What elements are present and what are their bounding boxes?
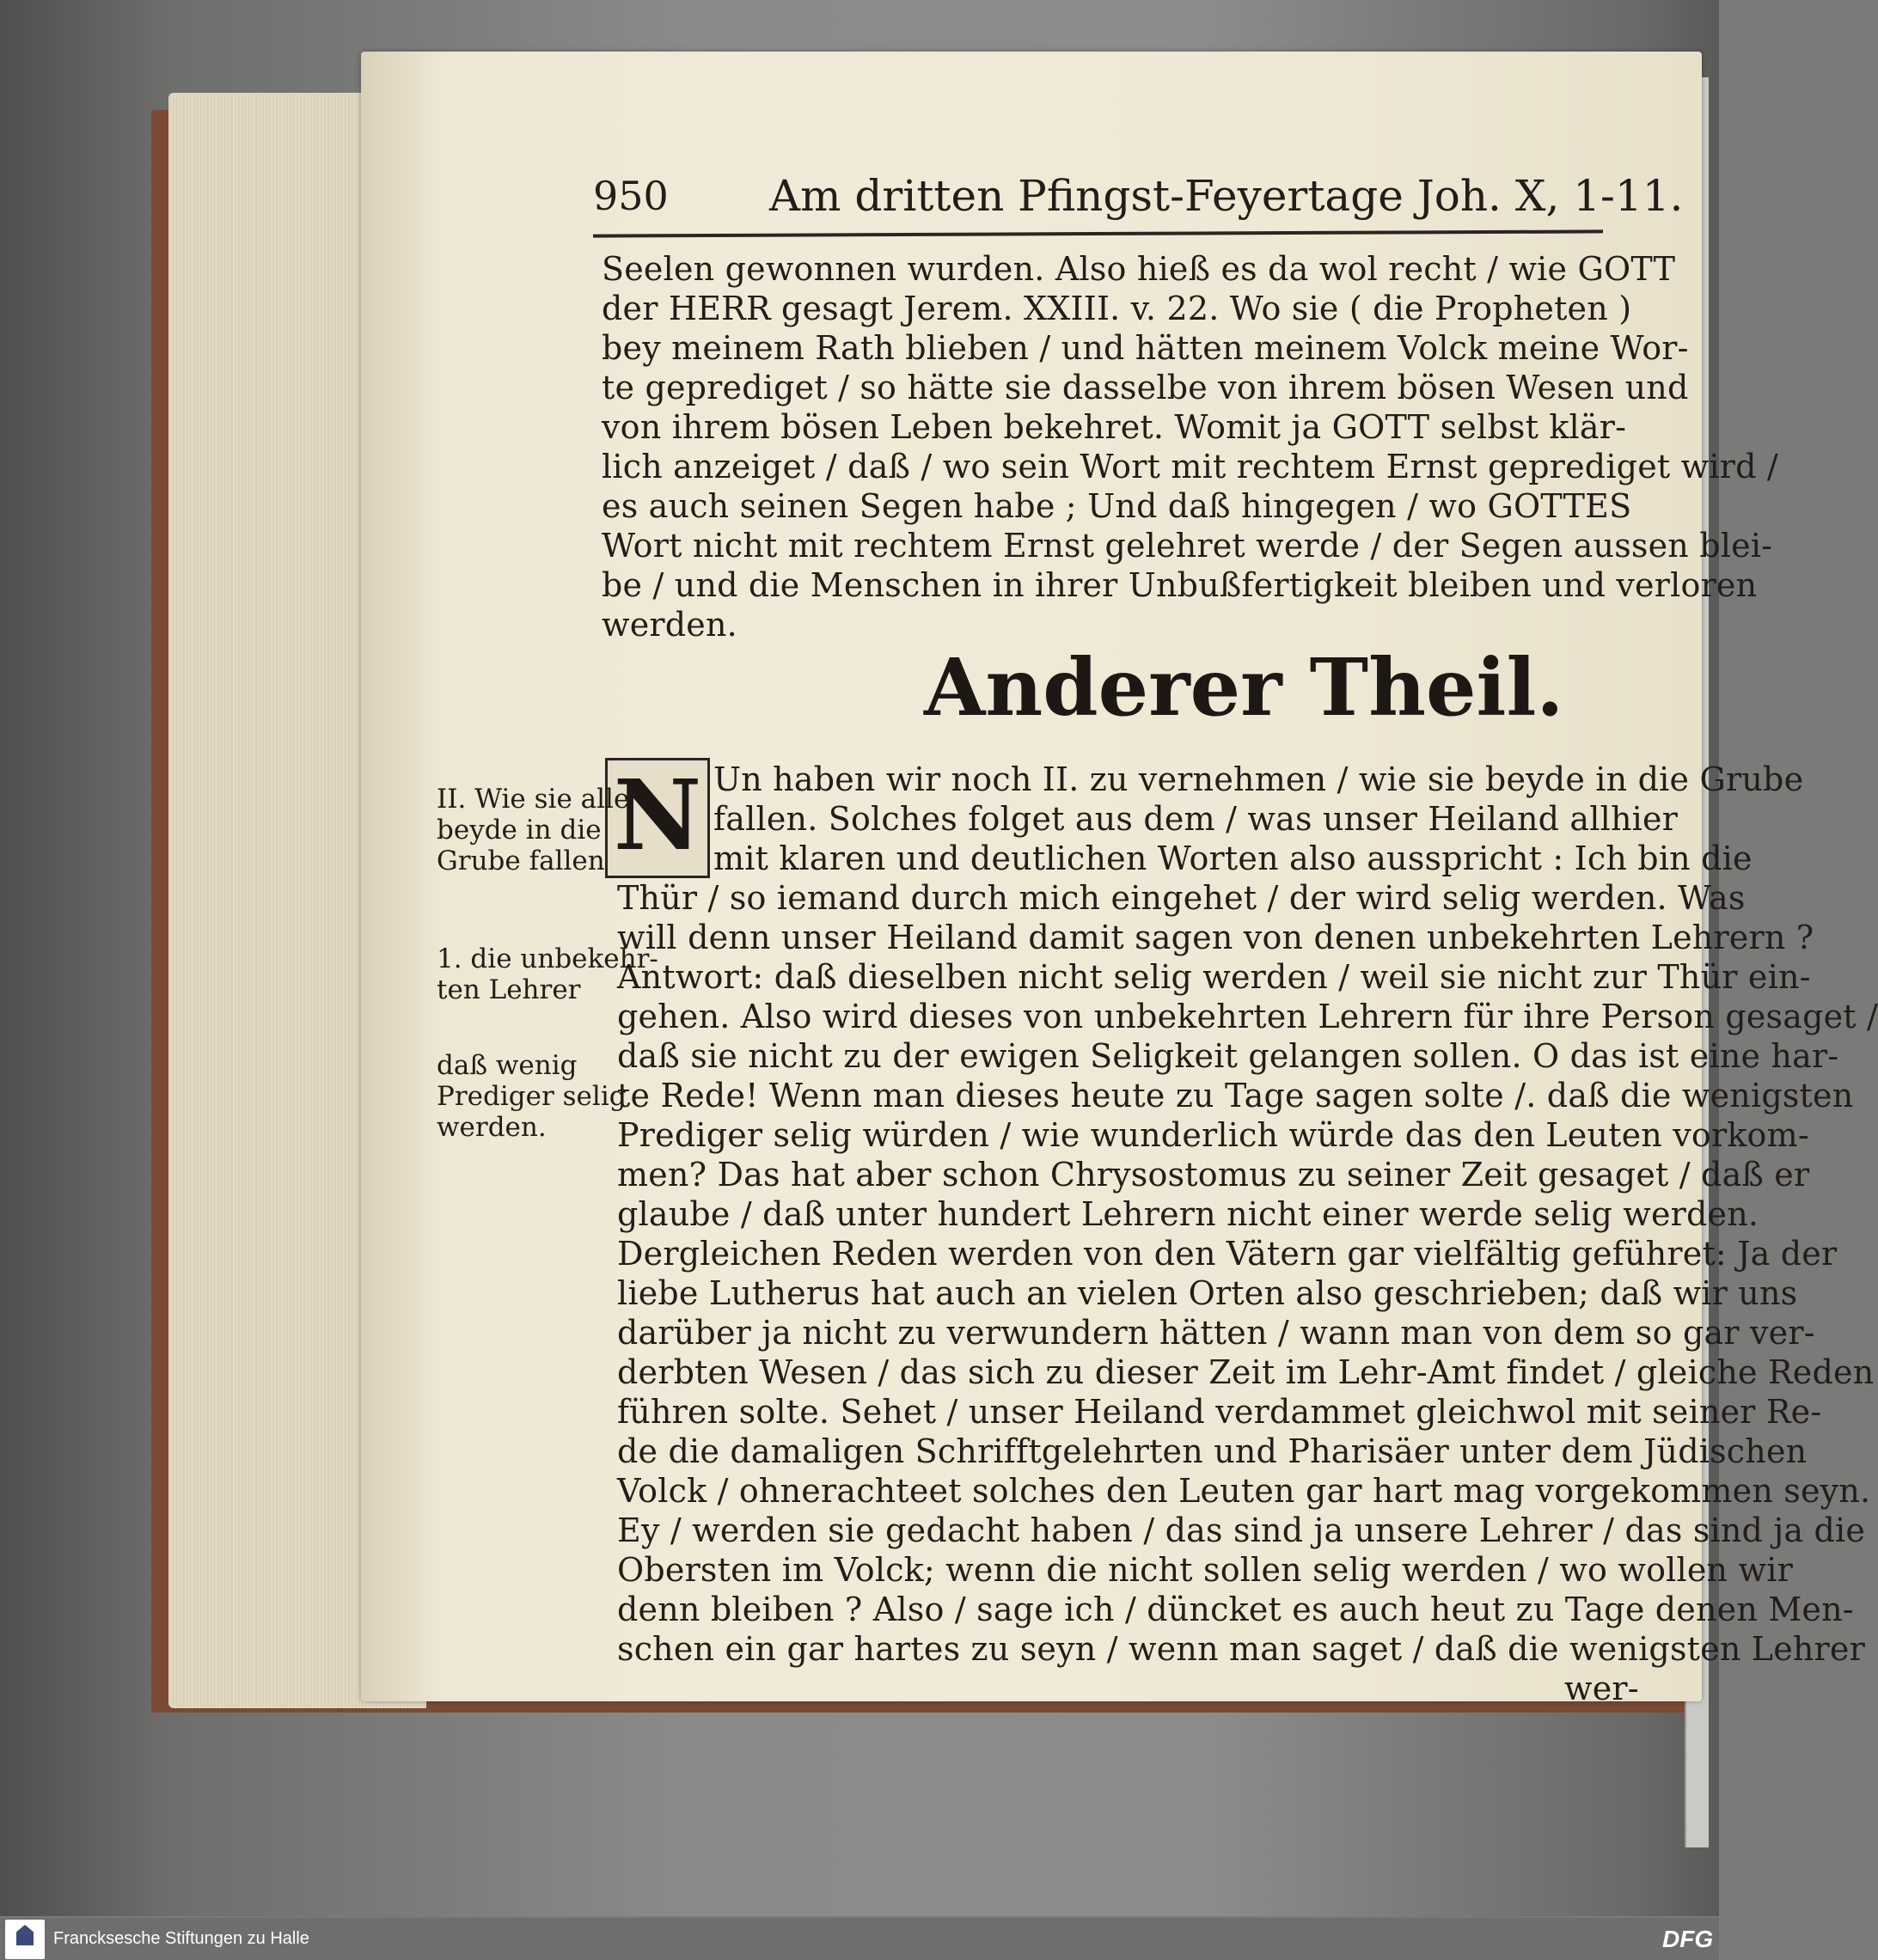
text-line: daß sie nicht zu der ewigen Seligkeit gelangen sollen. O das ist eine har- xyxy=(617,1037,1839,1075)
text-line: schen ein gar hartes zu seyn / wenn man saget / daß die wenigsten Lehrer xyxy=(617,1630,1865,1668)
text-line: es auch seinen Segen habe ; Und daß hingegen / wo GOTTES xyxy=(602,487,1632,525)
text-line: führen solte. Sehet / unser Heiland verdammet gleichwol mit seiner Re- xyxy=(617,1393,1822,1431)
text-line: Prediger selig würden / wie wunderlich würde das den Leuten vorkom- xyxy=(617,1116,1809,1154)
text-line: mit klaren und deutlichen Worten also ausspricht : Ich bin die xyxy=(713,840,1753,877)
text-line: men? Das hat aber schon Chrysostomus zu seiner Zeit gesaget / daß er xyxy=(617,1156,1810,1194)
text-line: Antwort: daß dieselben nicht selig werden / weil sie nicht zur Thür ein- xyxy=(617,958,1811,996)
text-line: der HERR gesagt Jerem. XXIII. v. 22. Wo sie ( die Propheten ) xyxy=(602,290,1632,327)
text-line: werden. xyxy=(602,606,737,644)
marginal-note-line: beyde in die xyxy=(437,815,602,846)
marginal-note-line: II. Wie sie alle xyxy=(437,784,630,815)
text-line: Ey / werden sie gedacht haben / das sind ja unsere Lehrer / das sind ja die xyxy=(617,1511,1866,1549)
text-line: Seelen gewonnen wurden. Also hieß es da wol recht / wie GOTT xyxy=(602,250,1676,288)
text-line: de die damaligen Schrifftgelehrten und Pharisäer unter dem Jüdischen xyxy=(617,1432,1808,1470)
text-line: te Rede! Wenn man dieses heute zu Tage sagen solte /. daß die wenigsten xyxy=(617,1077,1854,1114)
section-heading: Anderer Theil. xyxy=(924,641,1564,734)
text-line: liebe Lutherus hat auch an vielen Orten also geschrieben; daß wir uns xyxy=(617,1274,1798,1312)
text-line: fallen. Solches folget aus dem / was unser Heiland allhier xyxy=(713,800,1679,838)
running-head xyxy=(593,162,1684,230)
marginal-note-line: Prediger selig xyxy=(437,1081,627,1112)
text-line: Un haben wir noch II. zu vernehmen / wie sie beyde in die Grube xyxy=(713,760,1804,798)
text-line: Obersten im Volck; wenn die nicht sollen selig werden / wo wollen wir xyxy=(617,1551,1793,1589)
text-line: glaube / daß unter hundert Lehrern nicht einer werde selig werden. xyxy=(617,1195,1759,1233)
text-line: Thür / so iemand durch mich eingehet / der wird selig werden. Was xyxy=(617,879,1746,917)
text-line: Wort nicht mit rechtem Ernst gelehret werde / der Segen aussen blei- xyxy=(602,527,1773,565)
text-line: te geprediget / so hätte sie dasselbe von ihrem bösen Wesen und xyxy=(602,369,1689,406)
marginal-note-line: werden. xyxy=(437,1112,547,1143)
marginal-note-line: ten Lehrer xyxy=(437,974,581,1005)
dropcap-initial: N xyxy=(605,758,710,878)
text-line: von ihrem bösen Leben bekehret. Womit ja GOTT selbst klär- xyxy=(602,408,1627,446)
text-line: derbten Wesen / das sich zu dieser Zeit im Lehr-Amt findet / gleiche Reden xyxy=(617,1353,1875,1391)
text-line: denn bleiben ? Also / sage ich / düncket es auch heut zu Tage denen Men- xyxy=(617,1591,1854,1628)
text-line: Dergleichen Reden werden von den Vätern gar vielfältig geführet: Ja der xyxy=(617,1235,1838,1273)
catchword: wer- xyxy=(1564,1670,1639,1707)
page-number: 950 xyxy=(593,173,669,219)
marginal-note-line: 1. die unbekehr- xyxy=(437,943,658,974)
text-line: will denn unser Heiland damit sagen von denen unbekehrten Lehrern ? xyxy=(617,919,1814,956)
text-line: gehen. Also wird dieses von unbekehrten Lehrern für ihre Person gesaget / xyxy=(617,998,1878,1035)
text-line: lich anzeiget / daß / wo sein Wort mit rechtem Ernst geprediget wird / xyxy=(602,448,1778,485)
institution-name: Francksesche Stiftungen zu Halle xyxy=(53,1929,309,1948)
marginal-note-line: daß wenig xyxy=(437,1050,578,1081)
text-line: bey meinem Rath blieben / und hätten meinem Volck meine Wor- xyxy=(602,329,1689,367)
text-line: Volck / ohnerachteet solches den Leuten gar hart mag vorgekommen seyn. xyxy=(617,1472,1871,1510)
marginal-note-line: Grube fallen xyxy=(437,846,605,876)
dfg-logo: DFG xyxy=(1662,1926,1714,1952)
text-line: darüber ja nicht zu verwundern hätten / wann man von dem so gar ver- xyxy=(617,1314,1815,1352)
running-title: Am dritten Pfingst-Feyertage Joh. X, 1-11. xyxy=(769,171,1684,221)
institution-logo xyxy=(5,1920,45,1959)
text-line: be / und die Menschen in ihrer Unbußfertigkeit bleiben und verloren xyxy=(602,566,1758,604)
